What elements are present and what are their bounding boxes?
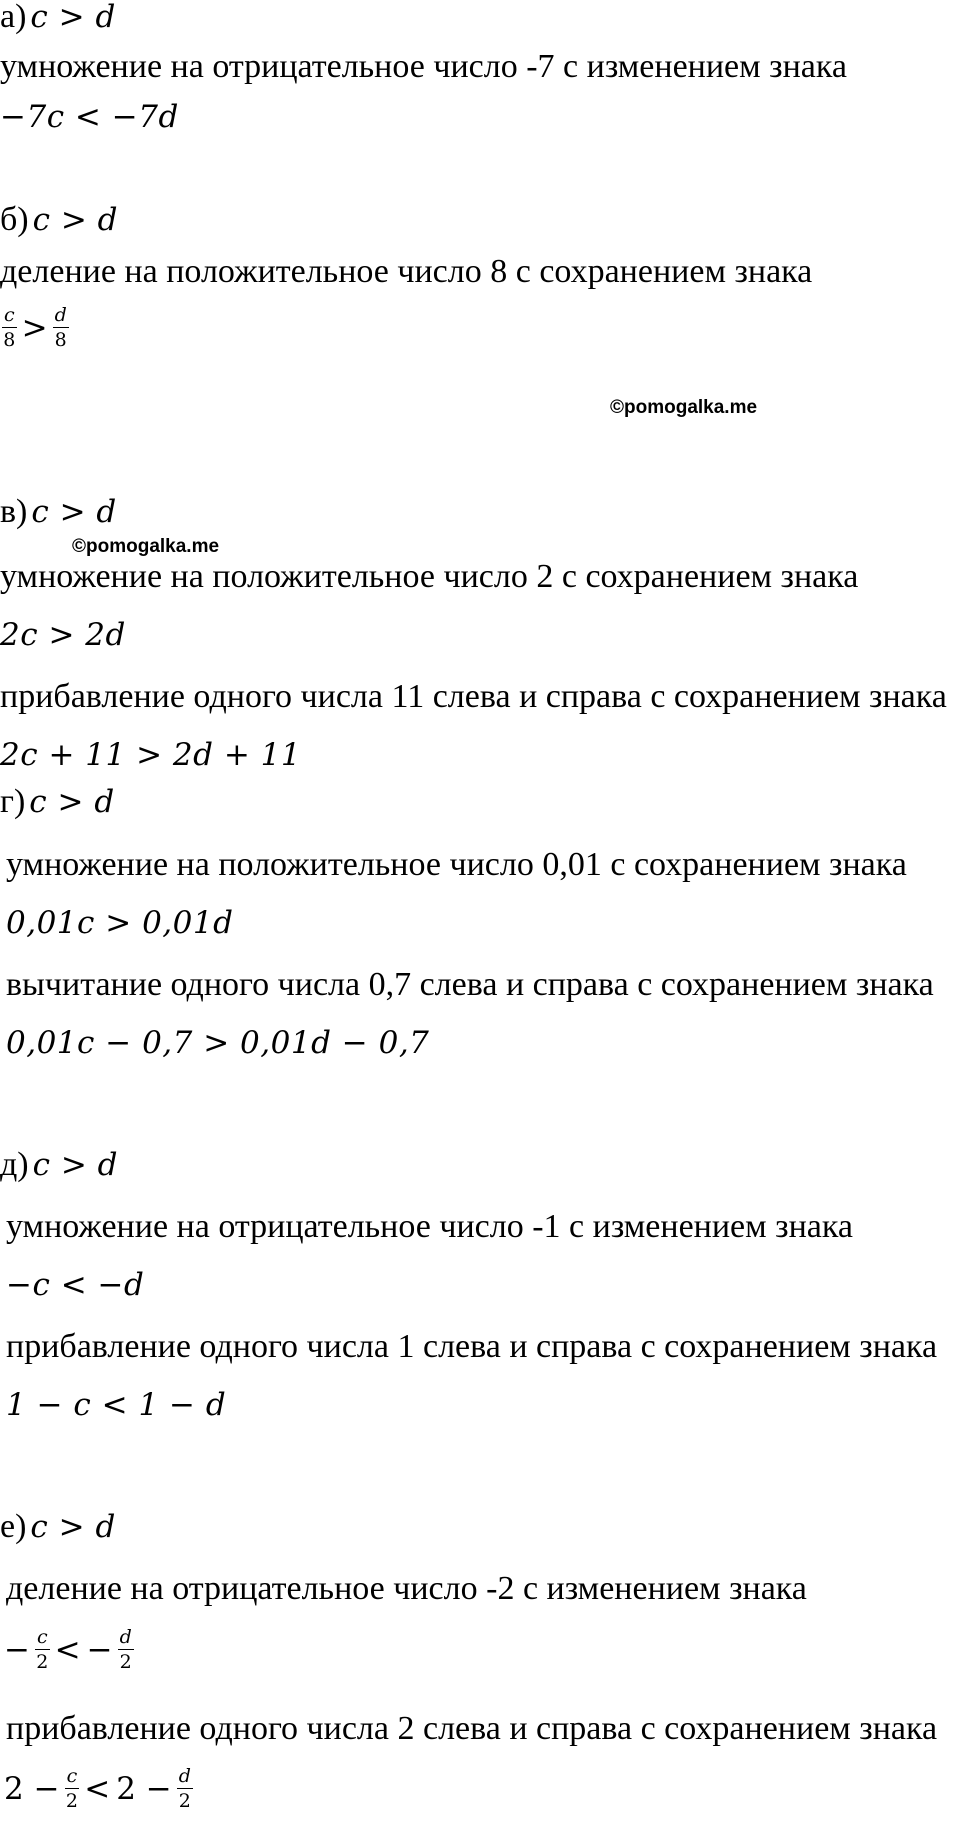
watermark-2: ©pomogalka.me xyxy=(72,536,220,557)
part-a-step1: умножение на отрицательное число -7 с изменением знака xyxy=(0,48,847,85)
part-e-r1-relation: < xyxy=(54,1632,81,1668)
part-d-label: д) xyxy=(0,1146,29,1183)
part-e-r2-frac-left xyxy=(65,1767,80,1811)
part-g-step1: умножение на положительное число 0,01 с сохранением знака xyxy=(6,846,907,883)
part-b-fraction-right xyxy=(53,306,69,350)
part-a-result1: −7c < −7d xyxy=(0,99,179,135)
part-v-label: в) xyxy=(0,493,28,530)
part-d-given: c > d xyxy=(32,1147,119,1183)
part-e-label: е) xyxy=(0,1508,27,1545)
part-e-r1-frac-left-den: 2 xyxy=(36,1651,49,1673)
part-e-step2: прибавление одного числа 2 слева и справа с сохранением знака xyxy=(6,1710,938,1747)
part-e-r1-frac-right-num: d xyxy=(119,1626,132,1648)
part-e-r2-frac-left-den: 2 xyxy=(65,1790,78,1812)
part-e-given: c > d xyxy=(30,1509,116,1545)
part-e-r1-frac-right-den: 2 xyxy=(119,1651,132,1673)
part-e-r2-prefix-right: 2 − xyxy=(116,1771,172,1807)
part-a-header xyxy=(0,0,116,34)
part-e-result1 xyxy=(4,1628,136,1672)
part-v-step2: прибавление одного числа 11 слева и справа с сохранением знака xyxy=(0,678,947,715)
part-b-step1: деление на положительное число 8 с сохранением знака xyxy=(0,253,813,290)
part-v-step1: умножение на положительное число 2 с сохранением знака xyxy=(0,558,859,595)
part-d-result1: −c < −d xyxy=(6,1267,145,1303)
part-e-r2-frac-right xyxy=(177,1767,193,1811)
part-g-given: c > d xyxy=(29,784,115,820)
part-b-fraction-left xyxy=(2,306,17,350)
part-d-result2: 1 − c < 1 − d xyxy=(6,1387,227,1423)
part-b-relation: > xyxy=(21,310,48,346)
part-b-frac-left-num: c xyxy=(4,304,15,326)
part-e-r2-frac-left-num: c xyxy=(66,1765,78,1787)
part-d-step2: прибавление одного числа 1 слева и справа с сохранением знака xyxy=(6,1328,938,1365)
part-g-result1: 0,01c > 0,01d xyxy=(6,905,234,941)
part-e-r1-minus-right: − xyxy=(86,1632,113,1668)
part-v-given: c > d xyxy=(31,494,117,530)
part-g-label: г) xyxy=(0,783,26,820)
watermark-1: ©pomogalka.me xyxy=(610,397,758,418)
part-b-header xyxy=(0,203,118,237)
part-e-r2-prefix-left: 2 − xyxy=(4,1771,60,1807)
part-d-header xyxy=(0,1148,118,1182)
part-b-frac-right-den: 8 xyxy=(54,329,67,351)
part-e-r1-minus-left: − xyxy=(4,1632,30,1668)
part-e-r2-frac-right-num: d xyxy=(178,1765,191,1787)
part-a-label: а) xyxy=(0,0,27,35)
part-e-step1: деление на отрицательное число -2 с изменением знака xyxy=(6,1570,807,1607)
part-b-frac-left-den: 8 xyxy=(3,329,16,351)
part-v-header xyxy=(0,495,117,529)
part-e-r1-frac-left xyxy=(35,1628,50,1672)
part-e-r1-frac-right xyxy=(118,1628,134,1672)
part-g-header xyxy=(0,785,115,819)
part-b-frac-right-num: d xyxy=(54,304,67,326)
part-v-result1: 2c > 2d xyxy=(0,617,126,653)
part-a-given: c > d xyxy=(30,0,116,35)
part-v-result2: 2c + 11 > 2d + 11 xyxy=(0,737,302,773)
part-e-r2-relation: < xyxy=(84,1771,111,1807)
part-b-given: c > d xyxy=(32,202,119,238)
part-g-result2: 0,01c − 0,7 > 0,01d − 0,7 xyxy=(6,1025,430,1061)
part-e-r1-frac-left-num: c xyxy=(36,1626,48,1648)
part-b-label: б) xyxy=(0,201,29,238)
part-g-step2: вычитание одного числа 0,7 слева и справа с сохранением знака xyxy=(6,966,934,1003)
part-e-r2-frac-right-den: 2 xyxy=(178,1790,191,1812)
part-e-result2 xyxy=(4,1767,195,1811)
part-d-step1: умножение на отрицательное число -1 с изменением знака xyxy=(6,1208,853,1245)
part-e-header xyxy=(0,1510,116,1544)
part-b-result1 xyxy=(0,306,71,350)
